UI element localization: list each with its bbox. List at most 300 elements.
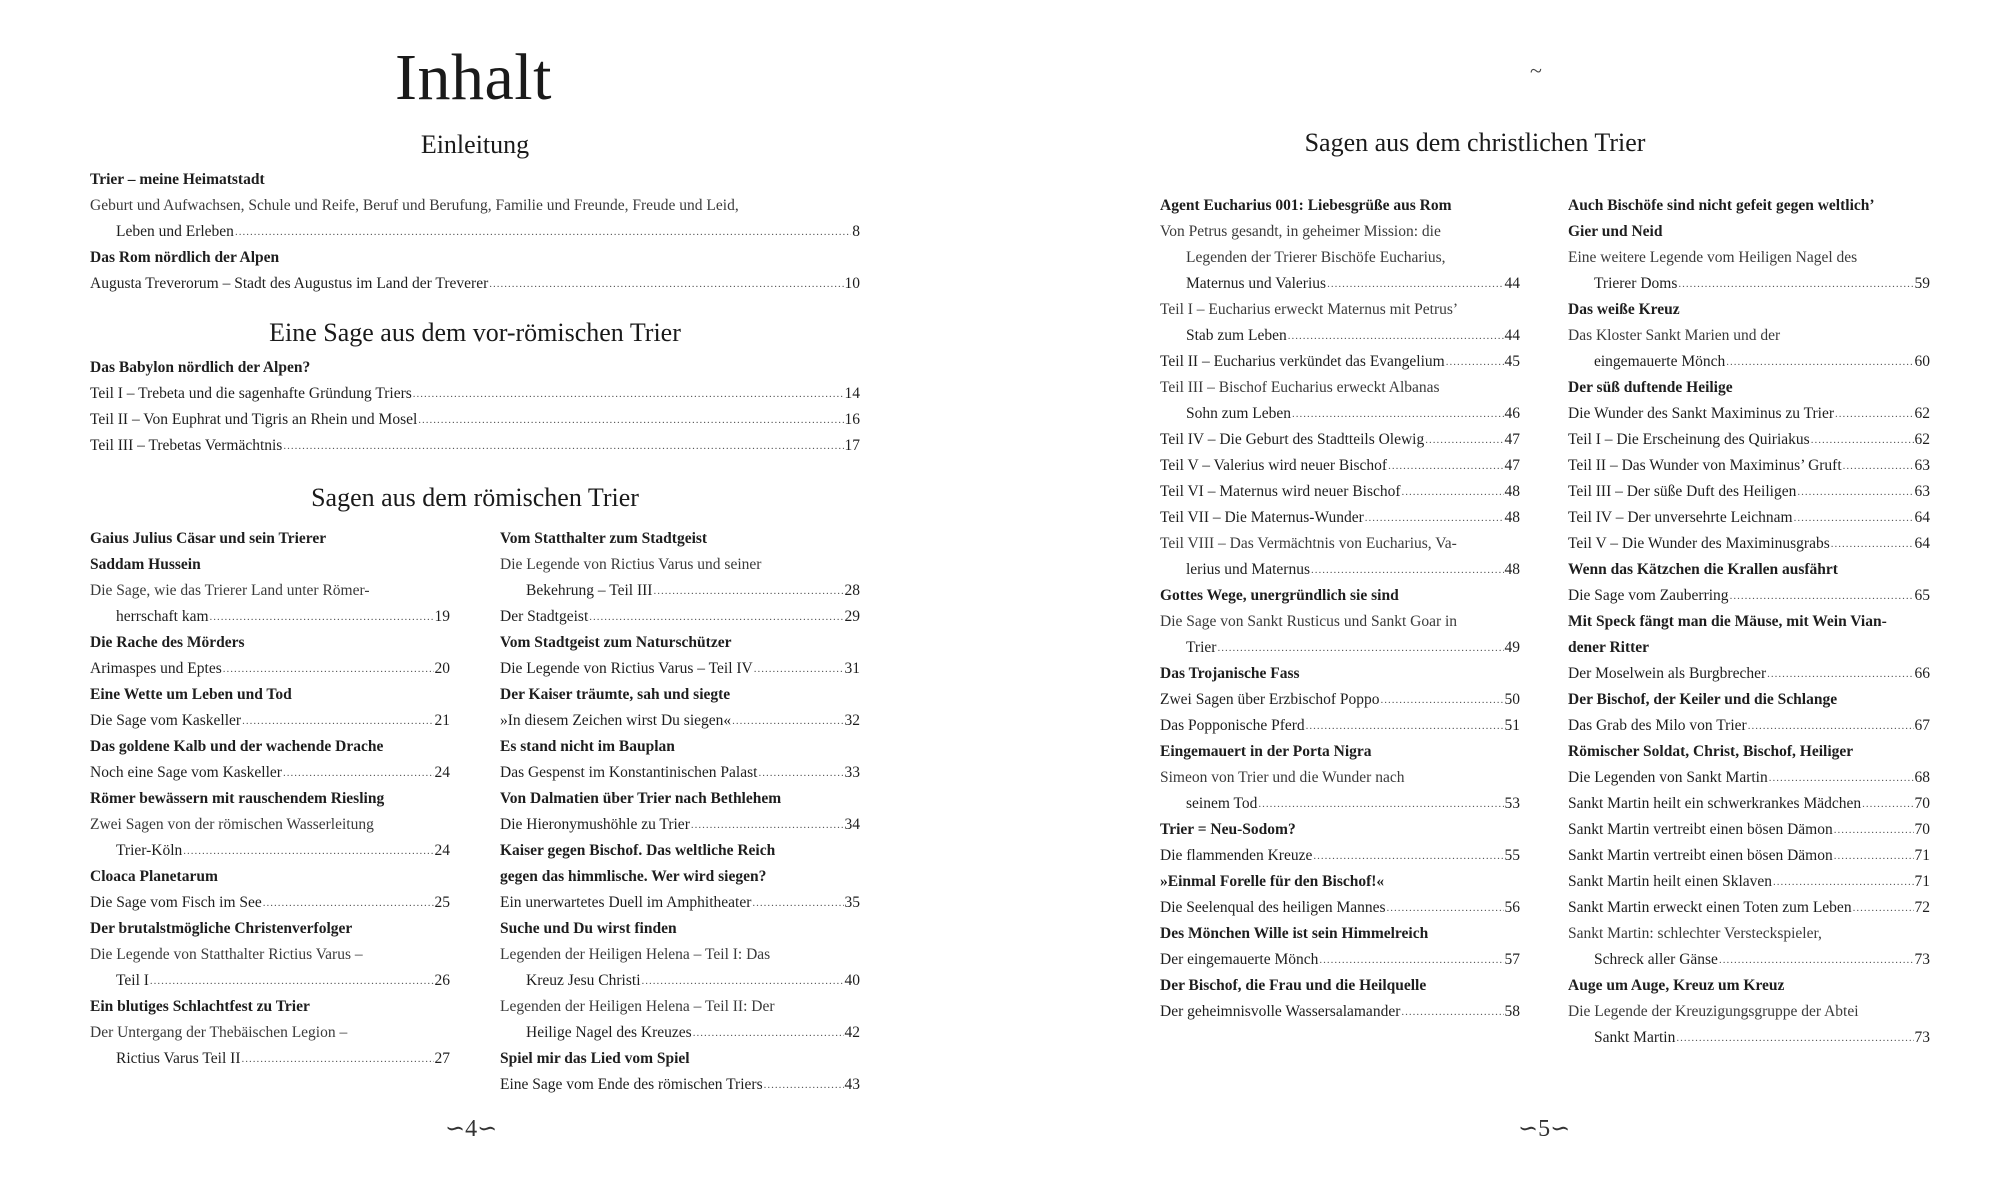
toc-subtitle: Eine weitere Legende vom Heiligen Nagel des bbox=[1568, 249, 1858, 266]
toc-story-title: Saddam Hussein bbox=[90, 556, 201, 573]
leader-dots bbox=[1678, 271, 1913, 297]
toc-entry bbox=[1160, 713, 1520, 739]
toc-entry-title: Bekehrung – Teil III bbox=[526, 582, 653, 599]
toc-page-number: 70 bbox=[1914, 795, 1930, 812]
toc-page-number: 10 bbox=[844, 275, 860, 292]
toc-page-number: 62 bbox=[1914, 405, 1930, 422]
toc-entry bbox=[500, 1072, 860, 1098]
toc-entry bbox=[1568, 427, 1930, 453]
leader-dots bbox=[758, 760, 843, 786]
toc-story-title: Agent Eucharius 001: Liebesgrüße aus Rom bbox=[1160, 197, 1452, 214]
toc-subtitle: Das Kloster Sankt Marien und der bbox=[1568, 327, 1781, 344]
toc-entry bbox=[90, 433, 860, 459]
toc-subtitle: Geburt und Aufwachsen, Schule und Reife, Beruf und Berufung, Familie und Freunde, Freude und Leid, bbox=[90, 197, 739, 214]
leader-dots bbox=[1381, 687, 1504, 713]
toc-page-number: 48 bbox=[1504, 509, 1520, 526]
toc-entry-title: Zwei Sagen über Erzbischof Poppo bbox=[1160, 691, 1380, 708]
toc-story-title: Die Rache des Mörders bbox=[90, 634, 245, 651]
toc-entry bbox=[90, 890, 450, 916]
section-heading-christlich: Sagen aus dem christlichen Trier bbox=[1304, 128, 1646, 157]
toc-page-number: 31 bbox=[844, 660, 860, 677]
toc-entry-title: Teil II – Von Euphrat und Tigris an Rhein und Mosel bbox=[90, 411, 418, 428]
toc-entry-title: Trierer Doms bbox=[1594, 275, 1678, 292]
toc-entry bbox=[1160, 505, 1520, 531]
toc-entry bbox=[1568, 843, 1930, 869]
toc-entry bbox=[1160, 323, 1520, 349]
toc-entry bbox=[500, 604, 860, 630]
toc-entry bbox=[1160, 843, 1520, 869]
toc-page-number: 35 bbox=[844, 894, 860, 911]
leader-dots bbox=[1843, 453, 1914, 479]
toc-entry bbox=[1160, 401, 1520, 427]
toc-page-number: 43 bbox=[844, 1076, 860, 1093]
toc-entry bbox=[90, 1046, 450, 1072]
leader-dots bbox=[1258, 791, 1503, 817]
leader-dots bbox=[732, 708, 843, 734]
toc-page-number: 24 bbox=[434, 842, 450, 859]
leader-dots bbox=[263, 890, 434, 916]
leader-dots bbox=[764, 1072, 844, 1098]
toc-page-number: 58 bbox=[1504, 1003, 1520, 1020]
toc-entry bbox=[1160, 947, 1520, 973]
toc-entry bbox=[90, 760, 450, 786]
leader-dots bbox=[1719, 947, 1914, 973]
page-number-left: ∽4∽ bbox=[445, 1116, 498, 1142]
toc-page-number: 8 bbox=[852, 223, 860, 240]
toc-roemisch-col1 bbox=[90, 526, 450, 1072]
toc-story-title: Trier = Neu-Sodom? bbox=[1160, 821, 1296, 838]
toc-entry bbox=[1568, 1025, 1930, 1051]
toc-story-title: Vom Statthalter zum Stadtgeist bbox=[500, 530, 708, 547]
leader-dots bbox=[223, 656, 434, 682]
toc-entry bbox=[1568, 583, 1930, 609]
toc-entry-title: lerius und Maternus bbox=[1186, 561, 1310, 578]
toc-entry bbox=[1568, 947, 1930, 973]
toc-story-title: Mit Speck fängt man die Mäuse, mit Wein Vian- bbox=[1568, 613, 1887, 630]
toc-entry-title: eingemauerte Mönch bbox=[1594, 353, 1726, 370]
toc-entry-title: Sankt Martin vertreibt einen bösen Dämon bbox=[1568, 847, 1833, 864]
page-title: Inhalt bbox=[395, 41, 552, 114]
toc-entry-title: Eine Sage vom Ende des römischen Triers bbox=[500, 1076, 763, 1093]
toc-entry-title: Der Stadtgeist bbox=[500, 608, 589, 625]
toc-page-number: 47 bbox=[1504, 457, 1520, 474]
toc-entry-title: Teil V – Die Wunder des Maximinusgrabs bbox=[1568, 535, 1830, 552]
toc-entry bbox=[90, 708, 450, 734]
leader-dots bbox=[691, 812, 844, 838]
toc-page-number: 16 bbox=[844, 411, 860, 428]
leader-dots bbox=[1773, 869, 1913, 895]
toc-subtitle: Teil III – Bischof Eucharius erweckt Albanas bbox=[1160, 379, 1440, 396]
toc-vorroemisch bbox=[90, 355, 860, 459]
toc-entry bbox=[500, 656, 860, 682]
toc-subtitle: Teil I – Eucharius erweckt Maternus mit Petrus’ bbox=[1160, 301, 1459, 318]
toc-entry-title: Der geheimnisvolle Wassersalamander bbox=[1160, 1003, 1401, 1020]
toc-entry bbox=[500, 760, 860, 786]
toc-story-title: Gier und Neid bbox=[1568, 223, 1663, 240]
toc-entry-title: Die Sage vom Fisch im See bbox=[90, 894, 262, 911]
leader-dots bbox=[489, 271, 843, 297]
toc-entry bbox=[500, 812, 860, 838]
leader-dots bbox=[653, 578, 843, 604]
toc-subtitle: Legenden der Trierer Bischöfe Eucharius, bbox=[1186, 249, 1446, 266]
toc-entry bbox=[1160, 271, 1520, 297]
toc-entry-title: Die Sage vom Kaskeller bbox=[90, 712, 242, 729]
toc-roemisch-col2 bbox=[500, 526, 860, 1098]
toc-subtitle: Teil VIII – Das Vermächtnis von Eucharius, Va- bbox=[1160, 535, 1457, 552]
toc-einleitung bbox=[90, 167, 860, 297]
toc-page-number: 64 bbox=[1914, 535, 1930, 552]
toc-entry bbox=[1568, 817, 1930, 843]
toc-entry bbox=[1568, 661, 1930, 687]
toc-entry-title: Die Hieronymushöhle zu Trier bbox=[500, 816, 690, 833]
toc-page-number: 71 bbox=[1914, 873, 1930, 890]
toc-subtitle: Die Sage von Sankt Rusticus und Sankt Goar in bbox=[1160, 613, 1458, 630]
toc-entry bbox=[1160, 999, 1520, 1025]
toc-entry bbox=[1568, 895, 1930, 921]
toc-page-number: 33 bbox=[844, 764, 860, 781]
toc-story-title: Ein blutiges Schlachtfest zu Trier bbox=[90, 998, 310, 1015]
toc-entry-title: Sankt Martin heilt ein schwerkrankes Mädchen bbox=[1568, 795, 1862, 812]
toc-page-number: 40 bbox=[844, 972, 860, 989]
toc-christlich-col2 bbox=[1568, 193, 1930, 1051]
section-heading-roemisch: Sagen aus dem römischen Trier bbox=[311, 483, 639, 512]
toc-story-title: Es stand nicht im Bauplan bbox=[500, 738, 675, 755]
toc-entry-title: Sankt Martin bbox=[1594, 1029, 1676, 1046]
toc-page-number: 19 bbox=[434, 608, 450, 625]
toc-story-title: Gaius Julius Cäsar und sein Trierer bbox=[90, 530, 327, 547]
toc-entry-title: Maternus und Valerius bbox=[1186, 275, 1327, 292]
toc-entry-title: Teil VII – Die Maternus-Wunder bbox=[1160, 509, 1364, 526]
leader-dots bbox=[1676, 1025, 1913, 1051]
toc-page-number: 14 bbox=[844, 385, 860, 402]
toc-story-title: Spiel mir das Lied vom Spiel bbox=[500, 1050, 690, 1067]
toc-page-number: 45 bbox=[1504, 353, 1520, 370]
toc-entry bbox=[1568, 349, 1930, 375]
leader-dots bbox=[1726, 349, 1913, 375]
toc-subtitle: Legenden der Heiligen Helena – Teil II: Der bbox=[500, 998, 775, 1015]
toc-entry-title: Sankt Martin erweckt einen Toten zum Leben bbox=[1568, 899, 1852, 916]
toc-subtitle: Die Legende der Kreuzigungsgruppe der Abtei bbox=[1568, 1003, 1859, 1020]
toc-story-title: Des Mönchen Wille ist sein Himmelreich bbox=[1160, 925, 1429, 942]
toc-entry-title: Augusta Treverorum – Stadt des Augustus im Land der Treverer bbox=[90, 275, 489, 292]
toc-entry-title: Die Legenden von Sankt Martin bbox=[1568, 769, 1768, 786]
toc-story-title: Vom Stadtgeist zum Naturschützer bbox=[500, 634, 732, 651]
toc-entry-title: herrschaft kam bbox=[116, 608, 209, 625]
leader-dots bbox=[752, 890, 843, 916]
leader-dots bbox=[1401, 999, 1503, 1025]
toc-page-number: 44 bbox=[1504, 275, 1520, 292]
leader-dots bbox=[210, 604, 434, 630]
toc-page-number: 63 bbox=[1914, 483, 1930, 500]
toc-entry-title: Arimaspes und Eptes bbox=[90, 660, 222, 677]
toc-page-number: 46 bbox=[1504, 405, 1520, 422]
toc-entry-title: Der Moselwein als Burgbrecher bbox=[1568, 665, 1767, 682]
toc-entry-title: Die Legende von Rictius Varus – Teil IV bbox=[500, 660, 753, 677]
leader-dots bbox=[1748, 713, 1914, 739]
toc-story-title: Eingemauert in der Porta Nigra bbox=[1160, 743, 1372, 760]
toc-page-number: 17 bbox=[844, 437, 860, 454]
toc-entry-title: Ein unerwartetes Duell im Amphitheater bbox=[500, 894, 752, 911]
toc-page-number: 59 bbox=[1914, 275, 1930, 292]
leader-dots bbox=[150, 968, 434, 994]
toc-story-title: dener Ritter bbox=[1568, 639, 1650, 656]
toc-subtitle: Simeon von Trier und die Wunder nach bbox=[1160, 769, 1405, 786]
leader-dots bbox=[1319, 947, 1503, 973]
toc-page-number: 50 bbox=[1504, 691, 1520, 708]
leader-dots bbox=[183, 838, 433, 864]
leader-dots bbox=[589, 604, 843, 630]
leader-dots bbox=[1730, 583, 1914, 609]
toc-entry bbox=[90, 407, 860, 433]
toc-entry bbox=[1160, 479, 1520, 505]
toc-story-title: Das goldene Kalb und der wachende Drache bbox=[90, 738, 384, 755]
toc-story-title: Auge um Auge, Kreuz um Kreuz bbox=[1568, 977, 1785, 994]
toc-page-number: 66 bbox=[1914, 665, 1930, 682]
toc-page-number: 28 bbox=[844, 582, 860, 599]
toc-story-title: Kaiser gegen Bischof. Das weltliche Reich bbox=[500, 842, 776, 859]
toc-page-number: 55 bbox=[1504, 847, 1520, 864]
toc-page-number: 71 bbox=[1914, 847, 1930, 864]
toc-entry-title: Der eingemauerte Mönch bbox=[1160, 951, 1319, 968]
page-number-right: ∽5∽ bbox=[1518, 1116, 1571, 1142]
toc-subtitle: Legenden der Heiligen Helena – Teil I: Das bbox=[500, 946, 771, 963]
leader-dots bbox=[1306, 713, 1504, 739]
right-page bbox=[1000, 0, 1999, 1200]
toc-entry bbox=[1160, 791, 1520, 817]
toc-story-title: Gottes Wege, unergründlich sie sind bbox=[1160, 587, 1399, 604]
toc-entry bbox=[1160, 427, 1520, 453]
toc-story-title: Trier – meine Heimatstadt bbox=[90, 171, 265, 188]
toc-subtitle: Sankt Martin: schlechter Versteckspieler, bbox=[1568, 925, 1822, 942]
toc-entry-title: Kreuz Jesu Christi bbox=[526, 972, 641, 989]
leader-dots bbox=[1402, 479, 1504, 505]
toc-entry-title: Das Gespenst im Konstantinischen Palast bbox=[500, 764, 758, 781]
toc-entry-title: Trier-Köln bbox=[116, 842, 183, 859]
toc-page-number: 42 bbox=[844, 1024, 860, 1041]
leader-dots bbox=[1862, 791, 1913, 817]
toc-story-title: Das Babylon nördlich der Alpen? bbox=[90, 359, 311, 376]
toc-entry bbox=[1160, 453, 1520, 479]
toc-page-number: 27 bbox=[434, 1050, 450, 1067]
toc-page-number: 72 bbox=[1914, 899, 1930, 916]
toc-entry-title: Teil III – Trebetas Vermächtnis bbox=[90, 437, 283, 454]
leader-dots bbox=[241, 1046, 433, 1072]
leader-dots bbox=[1217, 635, 1503, 661]
toc-entry-title: Leben und Erleben bbox=[116, 223, 234, 240]
toc-entry-title: Teil IV – Der unversehrte Leichnam bbox=[1568, 509, 1793, 526]
leader-dots bbox=[1292, 401, 1503, 427]
toc-entry-title: Teil VI – Maternus wird neuer Bischof bbox=[1160, 483, 1401, 500]
leader-dots bbox=[1767, 661, 1913, 687]
toc-entry-title: Das Grab des Milo von Trier bbox=[1568, 717, 1747, 734]
leader-dots bbox=[1388, 453, 1503, 479]
section-heading-vorroemisch: Eine Sage aus dem vor-römischen Trier bbox=[269, 318, 681, 347]
toc-entry-title: Teil II – Das Wunder von Maximinus’ Gruft bbox=[1568, 457, 1842, 474]
toc-entry bbox=[500, 968, 860, 994]
toc-page-number: 62 bbox=[1914, 431, 1930, 448]
toc-entry bbox=[1568, 869, 1930, 895]
toc-entry-title: Sankt Martin heilt einen Sklaven bbox=[1568, 873, 1773, 890]
toc-story-title: Das weiße Kreuz bbox=[1568, 301, 1680, 318]
toc-page-number: 57 bbox=[1504, 951, 1520, 968]
toc-story-title: Römer bewässern mit rauschendem Riesling bbox=[90, 790, 385, 807]
toc-entry bbox=[500, 1020, 860, 1046]
toc-entry-title: Die Wunder des Sankt Maximinus zu Trier bbox=[1568, 405, 1835, 422]
toc-page-number: 44 bbox=[1504, 327, 1520, 344]
toc-entry bbox=[500, 890, 860, 916]
toc-page-number: 51 bbox=[1504, 717, 1520, 734]
leader-dots bbox=[418, 407, 843, 433]
toc-entry bbox=[1568, 505, 1930, 531]
toc-entry bbox=[500, 578, 860, 604]
toc-entry bbox=[1568, 531, 1930, 557]
toc-entry-title: Teil III – Der süße Duft des Heiligen bbox=[1568, 483, 1797, 500]
leader-dots bbox=[1794, 505, 1914, 531]
toc-page-number: 32 bbox=[844, 712, 860, 729]
toc-story-title: Der süß duftende Heilige bbox=[1568, 379, 1733, 396]
toc-entry bbox=[1160, 635, 1520, 661]
toc-entry-title: Sohn zum Leben bbox=[1186, 405, 1292, 422]
toc-entry bbox=[90, 219, 860, 245]
toc-entry-title: Trier bbox=[1186, 639, 1217, 656]
toc-entry bbox=[1160, 557, 1520, 583]
toc-page-number: 67 bbox=[1914, 717, 1930, 734]
toc-page-number: 20 bbox=[434, 660, 450, 677]
toc-page-number: 73 bbox=[1914, 951, 1930, 968]
toc-entry-title: Noch eine Sage vom Kaskeller bbox=[90, 764, 282, 781]
leader-dots bbox=[1853, 895, 1914, 921]
leader-dots bbox=[1835, 401, 1913, 427]
toc-entry bbox=[1160, 349, 1520, 375]
toc-story-title: »Einmal Forelle für den Bischof!« bbox=[1160, 873, 1385, 890]
toc-entry-title: Teil I – Trebeta und die sagenhafte Gründung Triers bbox=[90, 385, 412, 402]
section-heading-einleitung: Einleitung bbox=[420, 130, 530, 159]
toc-entry-title: Teil V – Valerius wird neuer Bischof bbox=[1160, 457, 1388, 474]
toc-page-number: 64 bbox=[1914, 509, 1930, 526]
toc-page-number: 26 bbox=[434, 972, 450, 989]
toc-entry-title: Stab zum Leben bbox=[1186, 327, 1287, 344]
toc-entry-title: Die flammenden Kreuze bbox=[1160, 847, 1313, 864]
leader-dots bbox=[1365, 505, 1504, 531]
toc-page-number: 34 bbox=[844, 816, 860, 833]
toc-entry-title: Rictius Varus Teil II bbox=[116, 1050, 241, 1067]
toc-entry bbox=[1160, 687, 1520, 713]
toc-entry-title: Teil IV – Die Geburt des Stadtteils Olewig bbox=[1160, 431, 1425, 448]
leader-dots bbox=[1425, 427, 1503, 453]
leader-dots bbox=[413, 381, 844, 407]
leader-dots bbox=[1446, 349, 1504, 375]
toc-entry bbox=[90, 968, 450, 994]
toc-page-number: 29 bbox=[844, 608, 860, 625]
toc-entry-title: Heilige Nagel des Kreuzes bbox=[526, 1024, 692, 1041]
toc-entry bbox=[90, 381, 860, 407]
toc-entry bbox=[1568, 453, 1930, 479]
top-ornament: ~ bbox=[1530, 58, 1542, 83]
toc-page-number: 48 bbox=[1504, 483, 1520, 500]
toc-page-number: 73 bbox=[1914, 1029, 1930, 1046]
toc-story-title: Das Trojanische Fass bbox=[1160, 665, 1300, 682]
toc-story-title: Von Dalmatien über Trier nach Bethlehem bbox=[500, 790, 782, 807]
toc-page-number: 25 bbox=[434, 894, 450, 911]
toc-story-title: Das Rom nördlich der Alpen bbox=[90, 249, 280, 266]
toc-page-number: 48 bbox=[1504, 561, 1520, 578]
toc-story-title: Eine Wette um Leben und Tod bbox=[90, 686, 292, 703]
leader-dots bbox=[242, 708, 433, 734]
toc-story-title: Auch Bischöfe sind nicht gefeit gegen weltlich’ bbox=[1568, 197, 1875, 214]
toc-subtitle: Die Legende von Rictius Varus und seiner bbox=[500, 556, 762, 573]
toc-story-title: Der Kaiser träumte, sah und siegte bbox=[500, 686, 731, 703]
toc-entry bbox=[90, 656, 450, 682]
leader-dots bbox=[1831, 531, 1914, 557]
toc-entry-title: »In diesem Zeichen wirst Du siegen« bbox=[500, 712, 732, 729]
toc-page-number: 63 bbox=[1914, 457, 1930, 474]
toc-entry-title: seinem Tod bbox=[1186, 795, 1258, 812]
leader-dots bbox=[1834, 817, 1914, 843]
toc-entry bbox=[1568, 713, 1930, 739]
toc-entry bbox=[1568, 401, 1930, 427]
toc-subtitle: Von Petrus gesandt, in geheimer Mission: die bbox=[1160, 223, 1441, 240]
toc-story-title: Cloaca Planetarum bbox=[90, 868, 218, 885]
leader-dots bbox=[1288, 323, 1504, 349]
toc-entry-title: Die Sage vom Zauberring bbox=[1568, 587, 1729, 604]
leader-dots bbox=[1797, 479, 1913, 505]
toc-entry-title: Die Seelenqual des heiligen Mannes bbox=[1160, 899, 1386, 916]
toc-page-number: 47 bbox=[1504, 431, 1520, 448]
leader-dots bbox=[1313, 843, 1503, 869]
toc-page-number: 56 bbox=[1504, 899, 1520, 916]
toc-entry bbox=[90, 271, 860, 297]
toc-story-title: Suche und Du wirst finden bbox=[500, 920, 677, 937]
toc-entry bbox=[90, 838, 450, 864]
toc-story-title: gegen das himmlische. Wer wird siegen? bbox=[500, 868, 767, 885]
toc-entry-title: Schreck aller Gänse bbox=[1594, 951, 1718, 968]
toc-page-number: 60 bbox=[1914, 353, 1930, 370]
toc-story-title: Römischer Soldat, Christ, Bischof, Heiliger bbox=[1568, 743, 1854, 760]
leader-dots bbox=[1311, 557, 1504, 583]
toc-page-number: 65 bbox=[1914, 587, 1930, 604]
toc-page-number: 24 bbox=[434, 764, 450, 781]
toc-story-title: Der Bischof, der Keiler und die Schlange bbox=[1568, 691, 1838, 708]
toc-page-number: 21 bbox=[434, 712, 450, 729]
leader-dots bbox=[1327, 271, 1503, 297]
toc-page-number: 49 bbox=[1504, 639, 1520, 656]
toc-story-title: Der brutalstmögliche Christenverfolger bbox=[90, 920, 353, 937]
leader-dots bbox=[693, 1020, 844, 1046]
toc-entry bbox=[1568, 271, 1930, 297]
toc-page-number: 70 bbox=[1914, 821, 1930, 838]
toc-entry-title: Teil I bbox=[116, 972, 149, 989]
toc-entry bbox=[1568, 765, 1930, 791]
leader-dots bbox=[642, 968, 844, 994]
leader-dots bbox=[235, 219, 851, 245]
toc-entry bbox=[90, 604, 450, 630]
toc-entry-title: Sankt Martin vertreibt einen bösen Dämon bbox=[1568, 821, 1833, 838]
leader-dots bbox=[1834, 843, 1914, 869]
toc-entry bbox=[1160, 895, 1520, 921]
leader-dots bbox=[754, 656, 844, 682]
toc-entry-title: Teil I – Die Erscheinung des Quiriakus bbox=[1568, 431, 1810, 448]
leader-dots bbox=[283, 760, 434, 786]
toc-page-number: 68 bbox=[1914, 769, 1930, 786]
toc-christlich-col1 bbox=[1160, 193, 1520, 1025]
leader-dots bbox=[1387, 895, 1504, 921]
leader-dots bbox=[1769, 765, 1914, 791]
toc-subtitle: Der Untergang der Thebäischen Legion – bbox=[90, 1024, 348, 1041]
toc-entry bbox=[1568, 479, 1930, 505]
leader-dots bbox=[283, 433, 843, 459]
toc-subtitle: Zwei Sagen von der römischen Wasserleitung bbox=[90, 816, 374, 833]
toc-entry-title: Teil II – Eucharius verkündet das Evangelium bbox=[1160, 353, 1445, 370]
